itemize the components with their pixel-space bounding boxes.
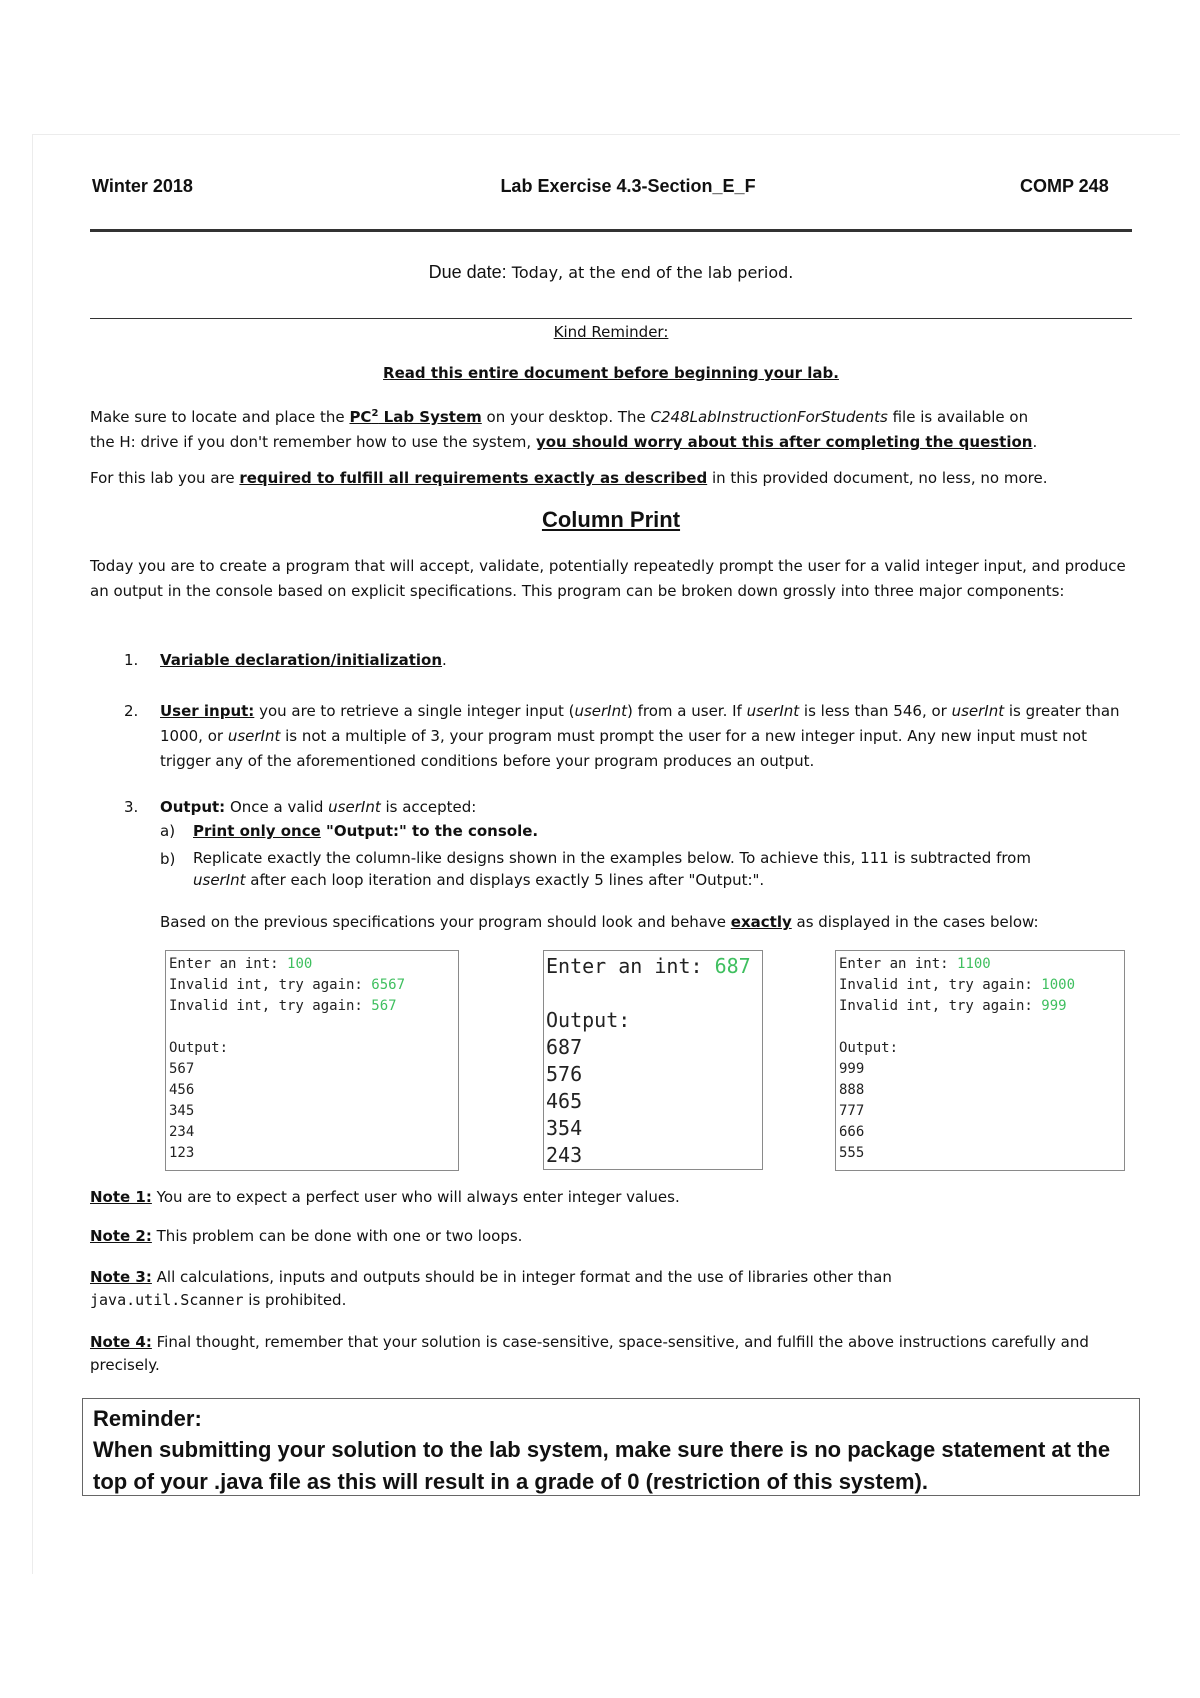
sub-letter-a: a): [160, 822, 176, 840]
intro-paragraph-1: [90, 401, 1140, 455]
intro2-text-b: in this provided document, no less, no more.: [707, 469, 1048, 487]
note-4-label: Note 4:: [90, 1333, 152, 1351]
console-example-2: [543, 950, 763, 1170]
note-3: [90, 1266, 1140, 1312]
note-1-text: You are to expect a perfect user who will always enter integer values.: [151, 1188, 680, 1206]
note-1-label: Note 1:: [90, 1188, 152, 1206]
note-2-text: This problem can be done with one or two loops.: [151, 1227, 523, 1245]
due-rule: [90, 318, 1132, 319]
prompt-text: Enter an int:: [169, 956, 288, 972]
item2-var-1: userInt: [574, 702, 627, 720]
reminder-title: Reminder:: [93, 1406, 202, 1431]
note-3-code: java.util.Scanner: [90, 1291, 244, 1309]
item2-text-e: is not a multiple of 3, your program must prompt the user for a new integer input. Any new input must not trigger any of the aforementioned conditions before your program produces an output.: [160, 727, 1087, 770]
based-on-text-b: as displayed in the cases below:: [791, 913, 1039, 931]
list-number-3: 3.: [124, 798, 139, 816]
due-label: Due date:: [428, 262, 507, 282]
output-value: 777: [839, 1103, 865, 1119]
console-line: [169, 954, 458, 975]
prompt-text: Invalid int, try again:: [169, 998, 372, 1014]
pc-sup: 2: [371, 408, 379, 419]
item3-text-b: is accepted:: [380, 798, 477, 816]
pc-label: PC: [349, 408, 372, 426]
description: Today you are to create a program that will accept, validate, potentially repeatedly prompt the user for a valid integer input, and produce an output in the console based on explicit specifications. This program can be broken down grossly into three major components:: [90, 557, 1126, 600]
header-course: COMP 248: [1020, 176, 1109, 196]
item2-text-a: you are to retrieve a single integer input (: [254, 702, 575, 720]
requirements-emphasis: required to fulfill all requirements exactly as described: [239, 469, 708, 487]
console-line: [839, 996, 1124, 1017]
note-1: [90, 1186, 1140, 1209]
output-value: 354: [546, 1116, 583, 1140]
page-edge-left: [32, 134, 33, 1574]
console-line: [546, 953, 762, 980]
sub-b-text-2: after each loop iteration and displays exactly 5 lines after "Output:".: [245, 871, 765, 889]
based-on-specs: [160, 910, 1138, 935]
note-4: [90, 1331, 1090, 1377]
user-input: 6567: [371, 977, 406, 993]
output-value: 576: [546, 1062, 583, 1086]
header-term: Winter 2018: [92, 176, 193, 196]
prompt-text: Invalid int, try again:: [169, 977, 372, 993]
reminder-box: [82, 1398, 1140, 1496]
sub-item-b: [193, 847, 1138, 891]
read-entire-notice: Read this entire document before beginning your lab.: [383, 364, 839, 382]
item2-var-2: userInt: [746, 702, 800, 720]
output-value: 555: [839, 1145, 865, 1161]
console-line: [169, 975, 458, 996]
item2-text-d: is greater than 1000, or: [160, 702, 1120, 745]
item2-var-4: userInt: [227, 727, 281, 745]
note-3-tail: is prohibited.: [243, 1291, 347, 1309]
note-3-label: Note 3:: [90, 1268, 152, 1286]
user-input: 567: [371, 998, 397, 1014]
instruction-filename: C248LabInstructionForStudents: [650, 408, 888, 426]
item2-text-b: ) from a user. If: [627, 702, 747, 720]
due-text: Today, at the end of the lab period.: [506, 263, 794, 282]
output-value: 465: [546, 1089, 583, 1113]
output-value: 687: [546, 1035, 583, 1059]
sub-a-label: Print only once: [193, 822, 321, 840]
intro1-text-c: file is available on: [887, 408, 1029, 426]
sub-b-var: userInt: [193, 871, 246, 889]
console-line: [169, 1017, 458, 1038]
based-on-text-a: Based on the previous specifications your program should look and behave: [160, 913, 731, 931]
output-label: Output:: [839, 1040, 899, 1056]
list-item-2: [160, 699, 1138, 774]
prompt-text: Invalid int, try again:: [839, 998, 1042, 1014]
note-3-text: All calculations, inputs and outputs should be in integer format and the use of libraries other than: [151, 1268, 892, 1286]
output-value: 888: [839, 1082, 865, 1098]
console-line: [839, 1017, 1124, 1038]
sub-a-text: "Output:" to the console.: [320, 822, 539, 840]
output-value: 345: [169, 1103, 195, 1119]
console-line: [169, 996, 458, 1017]
header-title: Lab Exercise 4.3-Section_E_F: [500, 176, 756, 196]
output-label: Output:: [169, 1040, 229, 1056]
output-value: 456: [169, 1082, 195, 1098]
reminder-text: When submitting your solution to the lab system, make sure there is no package statement at the top of your .java file as this will result in a grade of 0 (restriction of this system).: [93, 1437, 1111, 1494]
output-label: Output:: [546, 1008, 631, 1032]
output-value: 234: [169, 1124, 195, 1140]
output-value: 567: [169, 1061, 195, 1077]
sub-item-a: [193, 820, 1138, 842]
user-input: 1000: [1041, 977, 1076, 993]
console-line: [839, 954, 1124, 975]
console-line: [839, 975, 1124, 996]
console-example-3: [835, 950, 1125, 1171]
item3-label: Output:: [160, 798, 226, 816]
output-value: 123: [169, 1145, 195, 1161]
console-line: [546, 980, 762, 1007]
section-title: Column Print: [541, 507, 681, 532]
header-rule: [90, 229, 1132, 232]
list-number-2: 2.: [124, 702, 139, 720]
note-2: [90, 1225, 1140, 1248]
user-input: 1100: [957, 956, 991, 972]
prompt-text: Invalid int, try again:: [839, 977, 1042, 993]
worry-emphasis: you should worry about this after completing the question: [535, 433, 1033, 451]
user-input: 100: [287, 956, 313, 972]
list-number-1: 1.: [124, 651, 139, 669]
list-item-3: [160, 795, 1138, 820]
intro1-text-d: the H: drive if you don't remember how to use the system,: [90, 433, 536, 451]
kind-reminder: Kind Reminder:: [553, 323, 669, 341]
pc-lab-system: [349, 408, 481, 426]
note-4-text: Final thought, remember that your solution is case-sensitive, space-sensitive, and fulfill the above instructions carefully and precisely.: [90, 1333, 1089, 1374]
console-example-1: [165, 950, 459, 1171]
item2-label: User input:: [160, 702, 255, 720]
list-item-1: [160, 648, 1138, 673]
output-value: 243: [546, 1143, 583, 1167]
item2-var-3: userInt: [951, 702, 1005, 720]
item1-tail: .: [442, 651, 447, 669]
item3-text-a: Once a valid: [225, 798, 329, 816]
intro1-text-b: on your desktop. The: [481, 408, 651, 426]
user-input: 687: [714, 954, 751, 978]
prompt-text: Enter an int:: [839, 956, 958, 972]
intro2-text-a: For this lab you are: [90, 469, 240, 487]
exactly-emphasis: exactly: [730, 913, 792, 931]
lab-system-label: Lab System: [378, 408, 482, 426]
item3-var: userInt: [328, 798, 381, 816]
sub-letter-b: b): [160, 850, 176, 868]
output-value: 666: [839, 1124, 865, 1140]
intro1-text-e: .: [1032, 433, 1038, 451]
intro1-text-a: Make sure to locate and place the: [90, 408, 350, 426]
note-2-label: Note 2:: [90, 1227, 152, 1245]
item2-text-c: is less than 546, or: [799, 702, 952, 720]
sub-b-text-1: Replicate exactly the column-like designs shown in the examples below. To achieve this, 111 is subtracted from: [193, 849, 1031, 867]
page-edge-top: [32, 134, 1180, 135]
user-input: 999: [1041, 998, 1067, 1014]
intro-paragraph-2: [90, 466, 1140, 491]
output-value: 999: [839, 1061, 865, 1077]
prompt-text: Enter an int:: [546, 954, 715, 978]
item1-label: Variable declaration/initialization: [160, 651, 443, 669]
due-date: [90, 262, 1132, 283]
